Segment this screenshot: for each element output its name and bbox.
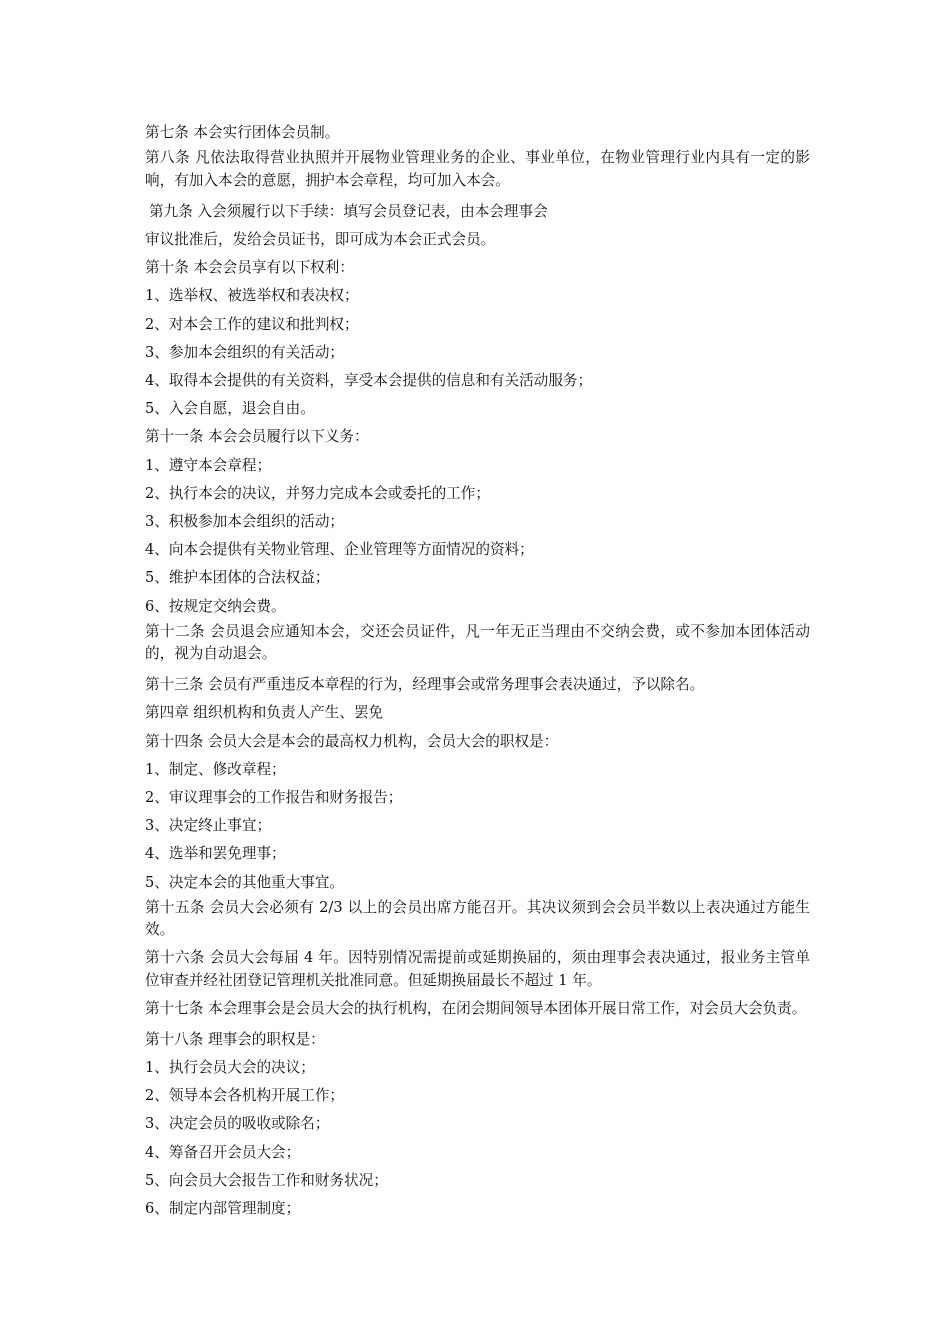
- list-item: 5、向会员大会报告工作和财务状况；: [145, 1171, 388, 1189]
- list-item: 3、决定会员的吸收或除名；: [145, 1115, 330, 1133]
- article-11: 第十一条 本会会员履行以下义务：: [145, 428, 369, 446]
- list-item: 1、选举权、被选举权和表决权；: [145, 287, 359, 305]
- article-17: [145, 998, 810, 1021]
- document-body: [145, 119, 810, 1223]
- list-item: 2、对本会工作的建议和批判权；: [145, 315, 359, 333]
- list-item: 1、遵守本会章程；: [145, 456, 272, 474]
- article-8: [145, 147, 810, 192]
- article-16: [145, 947, 810, 992]
- list-item: 1、执行会员大会的决议；: [145, 1059, 315, 1077]
- list-item: 5、入会自愿，退会自由。: [145, 400, 315, 418]
- list-item: 4、选举和罢免理事；: [145, 845, 286, 863]
- list-item: 3、参加本会组织的有关活动；: [145, 343, 345, 361]
- list-item: 3、积极参加本会组织的活动；: [145, 512, 345, 530]
- article-17-text: 第十七条 本会理事会是会员大会的执行机构，在闭会期间领导本团体开展日常工作，对会员大会负责。: [145, 999, 807, 1017]
- article-12: [145, 621, 810, 666]
- list-item: 3、决定终止事宜；: [145, 817, 272, 835]
- list-item: 4、向本会提供有关物业管理、企业管理等方面情况的资料；: [145, 541, 534, 559]
- list-item: 6、制定内部管理制度；: [145, 1200, 301, 1218]
- list-item: 5、决定本会的其他重大事宜。: [145, 873, 345, 891]
- article-18: 第十八条 理事会的职权是：: [145, 1030, 325, 1048]
- article-10: 第十条 本会会员享有以下权利：: [145, 259, 354, 277]
- list-item: 4、取得本会提供的有关资料，享受本会提供的信息和有关活动服务；: [145, 371, 593, 389]
- article-16-text: 第十六条 会员大会每届 4 年。因特别情况需提前或延期换届的，须由理事会表决通过，报业务主管单位审查并经社团登记管理机关批准同意。但延期换届最长不超过 1 年。: [145, 949, 810, 989]
- article-13: 第十三条 会员有严重违反本章程的行为，经理事会或常务理事会表决通过，予以除名。: [145, 676, 705, 694]
- list-item: 2、领导本会各机构开展工作；: [145, 1087, 345, 1105]
- list-item: 4、筹备召开会员大会；: [145, 1143, 301, 1161]
- chapter-4-heading: 第四章 组织机构和负责人产生、罢免: [145, 704, 384, 722]
- article-9-continued: 审议批准后，发给会员证书，即可成为本会正式会员。: [145, 230, 496, 248]
- article-15-text: 第十五条 会员大会必须有 2/3 以上的会员出席方能召开。其决议须到会会员半数以上表决通过方能生效。: [145, 898, 810, 939]
- article-15: [145, 897, 810, 942]
- list-item: 2、审议理事会的工作报告和财务报告；: [145, 789, 403, 807]
- list-item: 2、执行本会的决议，并努力完成本会或委托的工作；: [145, 484, 490, 502]
- article-8-text: 第八条 凡依法取得营业执照并开展物业管理业务的企业、事业单位，在物业管理行业内具有一定的影响，有加入本会的意愿，拥护本会章程，均可加入本会。: [145, 149, 810, 189]
- list-item: 1、制定、修改章程；: [145, 760, 286, 778]
- article-14: 第十四条 会员大会是本会的最高权力机构，会员大会的职权是：: [145, 732, 559, 750]
- list-item: 6、按规定交纳会费。: [145, 597, 286, 615]
- list-item: 5、维护本团体的合法权益；: [145, 569, 330, 587]
- article-12-text: 第十二条 会员退会应通知本会，交还会员证件，凡一年无正当理由不交纳会费，或不参加本团体活动的，视为自动退会。: [145, 622, 810, 663]
- article-9: 第九条 入会须履行以下手续：填写会员登记表，由本会理事会: [149, 202, 548, 220]
- article-7: 第七条 本会实行团体会员制。: [145, 124, 340, 141]
